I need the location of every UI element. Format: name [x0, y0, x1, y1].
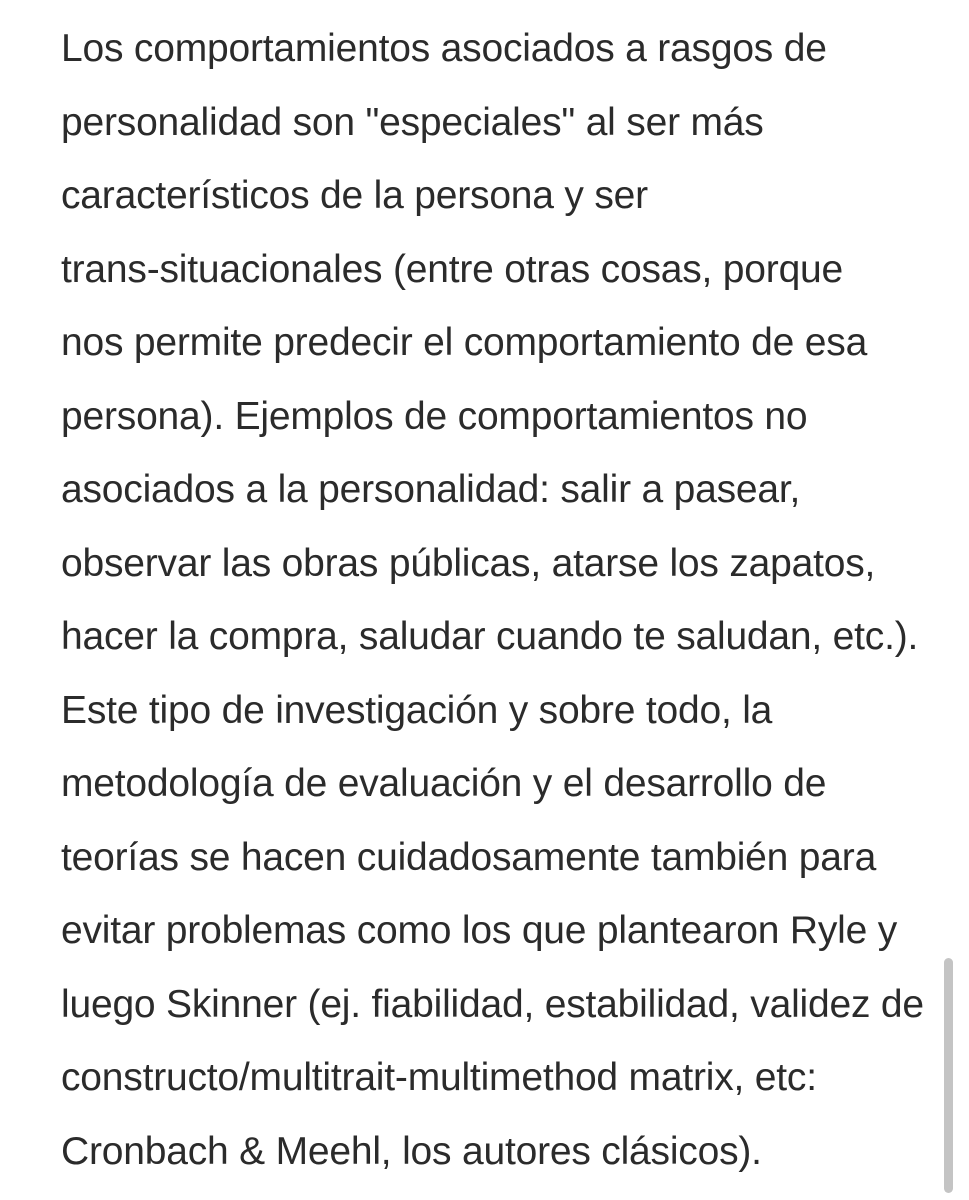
text-line: luego Skinner (ej. fiabilidad, estabilidad, validez de	[61, 982, 924, 1026]
text-line: constructo/multitrait-multimethod matrix, etc:	[61, 1056, 817, 1099]
text-line: Los comportamientos asociados a rasgos de	[61, 27, 827, 70]
text-line: Este tipo de investigación y sobre todo, la	[61, 688, 773, 732]
text-line: observar las obras públicas, atarse los zapatos,	[61, 541, 876, 585]
text-line: asociados a la personalidad: salir a pasear,	[61, 468, 801, 511]
scrollbar[interactable]	[944, 958, 953, 1193]
text-line: teorías se hacen cuidadosamente también para	[61, 835, 877, 879]
text-line: trans-situacionales (entre otras cosas, porque	[61, 247, 844, 291]
text-line: evitar problemas como los que plantearon Ryle y	[61, 909, 898, 952]
text-line: persona). Ejemplos de comportamientos no	[61, 394, 808, 438]
text-line: hacer la compra, saludar cuando te saludan, etc.).	[61, 615, 919, 658]
text-line: nos permite predecir el comportamiento de esa	[61, 321, 868, 364]
text-line: metodología de evaluación y el desarrollo de	[61, 762, 827, 805]
text-line: Cronbach & Meehl, los autores clásicos).	[61, 1129, 762, 1173]
text-line: característicos de la persona y ser	[61, 174, 648, 217]
text-line: personalidad son "especiales" al ser más	[61, 100, 764, 144]
paragraph	[61, 12, 941, 1188]
